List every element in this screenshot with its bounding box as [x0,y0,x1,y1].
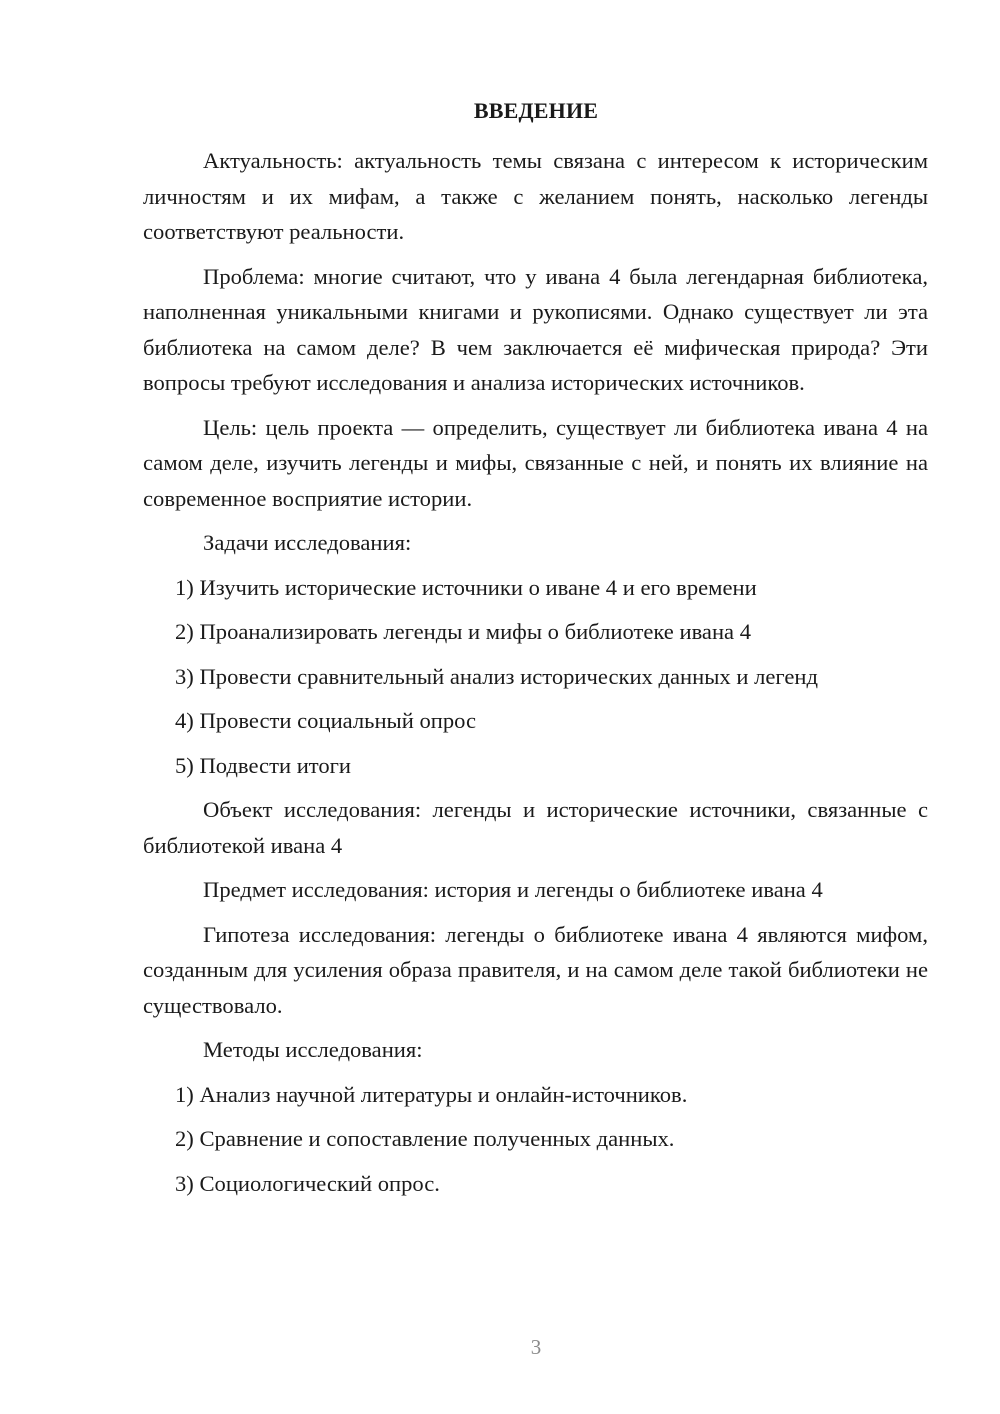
tasks-list [143,570,928,784]
list-item: 1) Анализ научной литературы и онлайн-источников. [175,1081,688,1107]
document-body [143,143,928,1210]
hypothesis-paragraph: Гипотеза исследования: легенды о библиотеке ивана 4 являются мифом, созданным для усиления образа правителя, и на самом деле такой библиотеки не существовало. [143,921,928,1018]
goal-paragraph: Цель: цель проекта — определить, существует ли библиотека ивана 4 на самом деле, изучить легенды и мифы, связанные с ней, и понять их влияние на современное восприятие истории. [143,414,928,511]
list-item: 3) Провести сравнительный анализ исторических данных и легенд [175,663,818,689]
relevance-paragraph: Актуальность: актуальность темы связана с интересом к историческим личностям и их мифам, а также с желанием понять, насколько легенды соответствуют реальности. [143,148,928,244]
tasks-heading: Задачи исследования: [203,530,412,555]
methods-heading: Методы исследования: [203,1037,423,1062]
problem-paragraph: Проблема: многие считают, что у ивана 4 была легендарная библиотека, наполненная уникальными книгами и рукописями. Однако существует ли эта библиотека на самом деле? В чем заключается её мифическая природа? Эти вопросы требуют исследования и анализа исторических источников. [143,263,928,395]
list-item: 4) Провести социальный опрос [175,708,477,733]
list-item: 5) Подвести итоги [175,752,352,778]
list-item: 2) Сравнение и сопоставление полученных данных. [175,1126,675,1151]
methods-list [143,1077,928,1202]
page-number: 3 [530,1335,542,1359]
subject-paragraph: Предмет исследования: история и легенды о библиотеке ивана 4 [203,877,823,902]
list-item: 3) Социологический опрос. [175,1170,440,1196]
list-item: 2) Проанализировать легенды и мифы о библиотеке ивана 4 [175,619,752,644]
object-paragraph: Объект исследования: легенды и исторические источники, связанные с библиотекой ивана 4 [143,797,928,858]
section-title: ВВЕДЕНИЕ [473,98,599,123]
list-item: 1) Изучить исторические источники о иване 4 и его времени [175,574,757,600]
